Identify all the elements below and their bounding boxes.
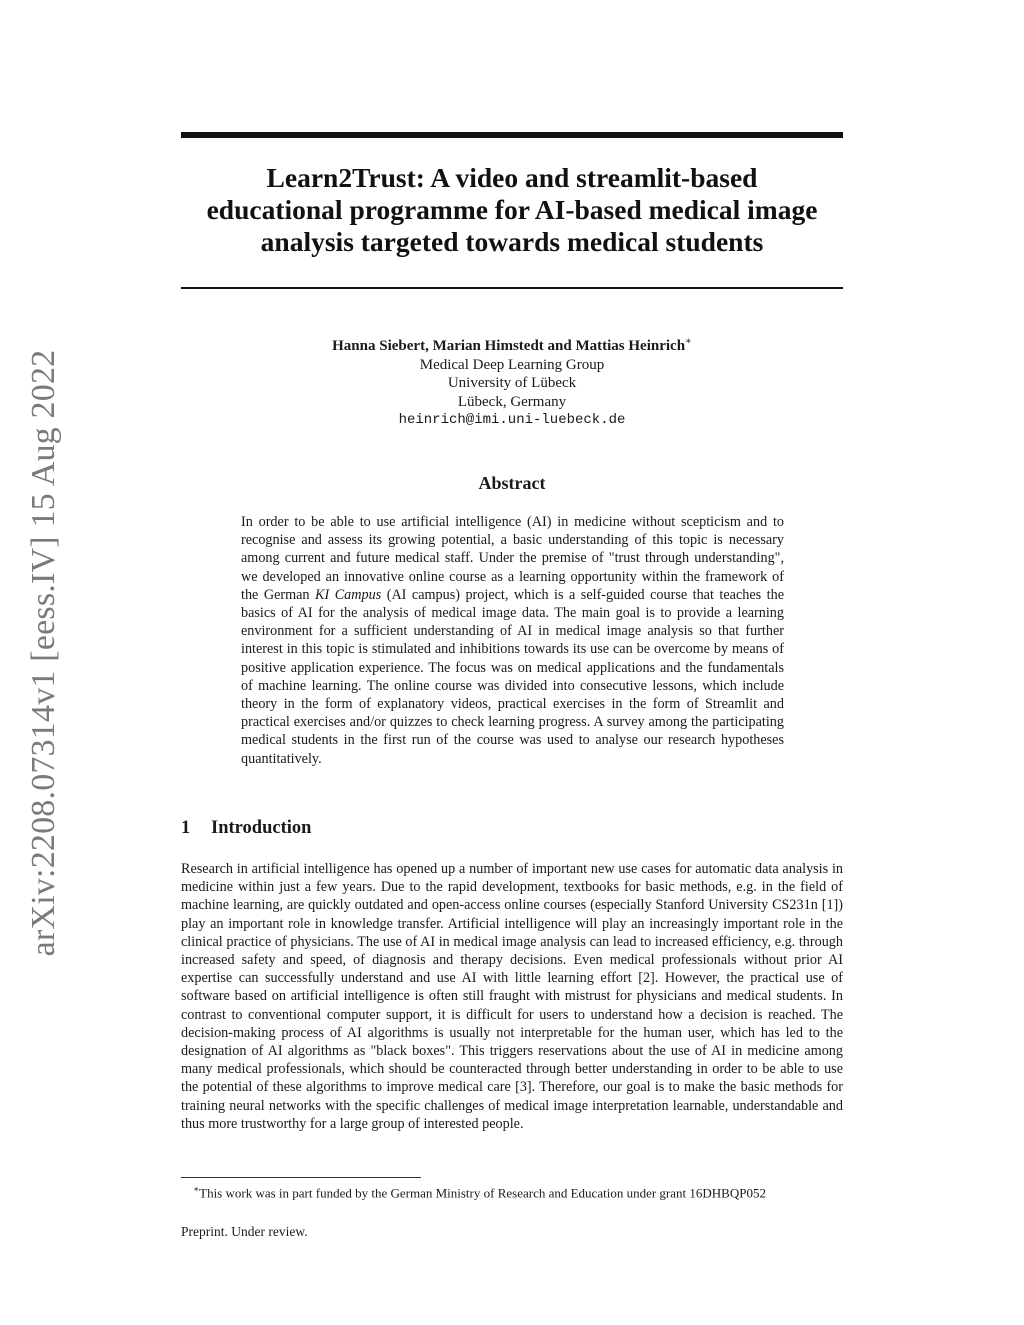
author-email: heinrich@imi.uni-luebeck.de xyxy=(398,412,626,428)
author-block xyxy=(181,333,843,430)
section-heading-introduction xyxy=(181,818,311,839)
section-number: 1 xyxy=(181,818,191,838)
abstract-text-part: (AI campus) project, which is a self-guided course that teaches the basics of AI for the analysis of medical image data. The main goal is to provide a learning environment for a sufficient understanding of AI in medical image analysis so that further interest in this topic is stimulated and inhibitions towards its use can be overcome by means of positive application experience. The focus was on medical applications and the fundamentals of machine learning. The online course was divided into consecutive lessons, which include theory in the form of explanatory videos, practical exercises in the form of Streamlit and practical exercises and/or quizzes to check learning progress. A survey among the participating medical students in the first run of the course was used to analyse our research hypotheses quantitatively. xyxy=(241,586,784,767)
introduction-text: Research in artificial intelligence has opened up a number of important new use cases for automatic data analysis in medicine within just a few years. Due to the rapid development, textbooks for basic methods, e.g. in the field of machine learning, are quickly outdated and open-access online courses (especially Stanford University CS231n [1]) play an important role in knowledge transfer. Artificial intelligence will play an increasingly important role in the clinical practice of physicians. The use of AI in medical image analysis can lead to increased efficiency, e.g. through increased safety and speed, of diagnosis and therapy decisions. Even medical professionals without prior AI expertise can successfully understand and use AI with little learning effort [2]. However, the practical use of software based on artificial intelligence is often still fraught with mistrust for physicians and medical students. In contrast to conventional computer support, it is difficult for users to understand how a decision is reached. The decision-making process of AI algorithms is usually not interpretable for the human user, which has led to the designation of AI algorithms as "black boxes". This triggers reservations about the use of AI in medicine among many medical professionals, which should be counteracted through better understanding in order to be able to use the potential of these algorithms to improve medical care [3]. Therefore, our goal is to make the basic methods for training neural networks with the specific challenges of medical image interpretation learnable, understandable and thus more trustworthy for a large group of interested people. xyxy=(181,861,843,1132)
title-line: analysis targeted towards medical students xyxy=(260,226,764,257)
title-line: educational programme for AI-based medical image xyxy=(206,194,818,225)
footnote-mark: ∗ xyxy=(193,1184,200,1194)
funding-footnote xyxy=(193,1181,843,1201)
author-names xyxy=(181,333,843,356)
section-title: Introduction xyxy=(211,818,312,838)
author-affiliation-location: Lübeck, Germany xyxy=(457,393,567,410)
title-bottom-rule xyxy=(181,287,843,289)
abstract-italic-term: KI Campus xyxy=(315,586,382,603)
author-affiliation-university: University of Lübeck xyxy=(447,375,577,391)
paper-title xyxy=(181,162,843,258)
abstract-text xyxy=(241,513,784,768)
footnote-rule xyxy=(181,1177,421,1178)
author-names-text: Hanna Siebert, Marian Himstedt and Mattias Heinrich xyxy=(332,338,686,354)
title-line: Learn2Trust: A video and streamlit-based xyxy=(266,162,758,193)
arxiv-identifier-stamp: arXiv:2208.07314v1 [eess.IV] 15 Aug 2022 xyxy=(25,349,62,957)
abstract-text-part: In order to be able to use artificial intelligence (AI) in medicine without scepticism and to recognise and assess its growing potential, a basic understanding of this topic is necessary among current and future medical staff. Under the premise of "trust through understanding", we developed an innovative online course as a learning opportunity within the framework of the German xyxy=(241,514,784,603)
author-footnote-mark: ∗ xyxy=(685,336,692,347)
author-affiliation-group: Medical Deep Learning Group xyxy=(419,356,605,373)
footnote-text: This work was in part funded by the German Ministry of Research and Education under grant 16DHBQP052 xyxy=(199,1185,766,1201)
preprint-note: Preprint. Under review. xyxy=(181,1224,308,1239)
title-top-rule xyxy=(181,132,843,138)
abstract-heading: Abstract xyxy=(478,473,546,493)
